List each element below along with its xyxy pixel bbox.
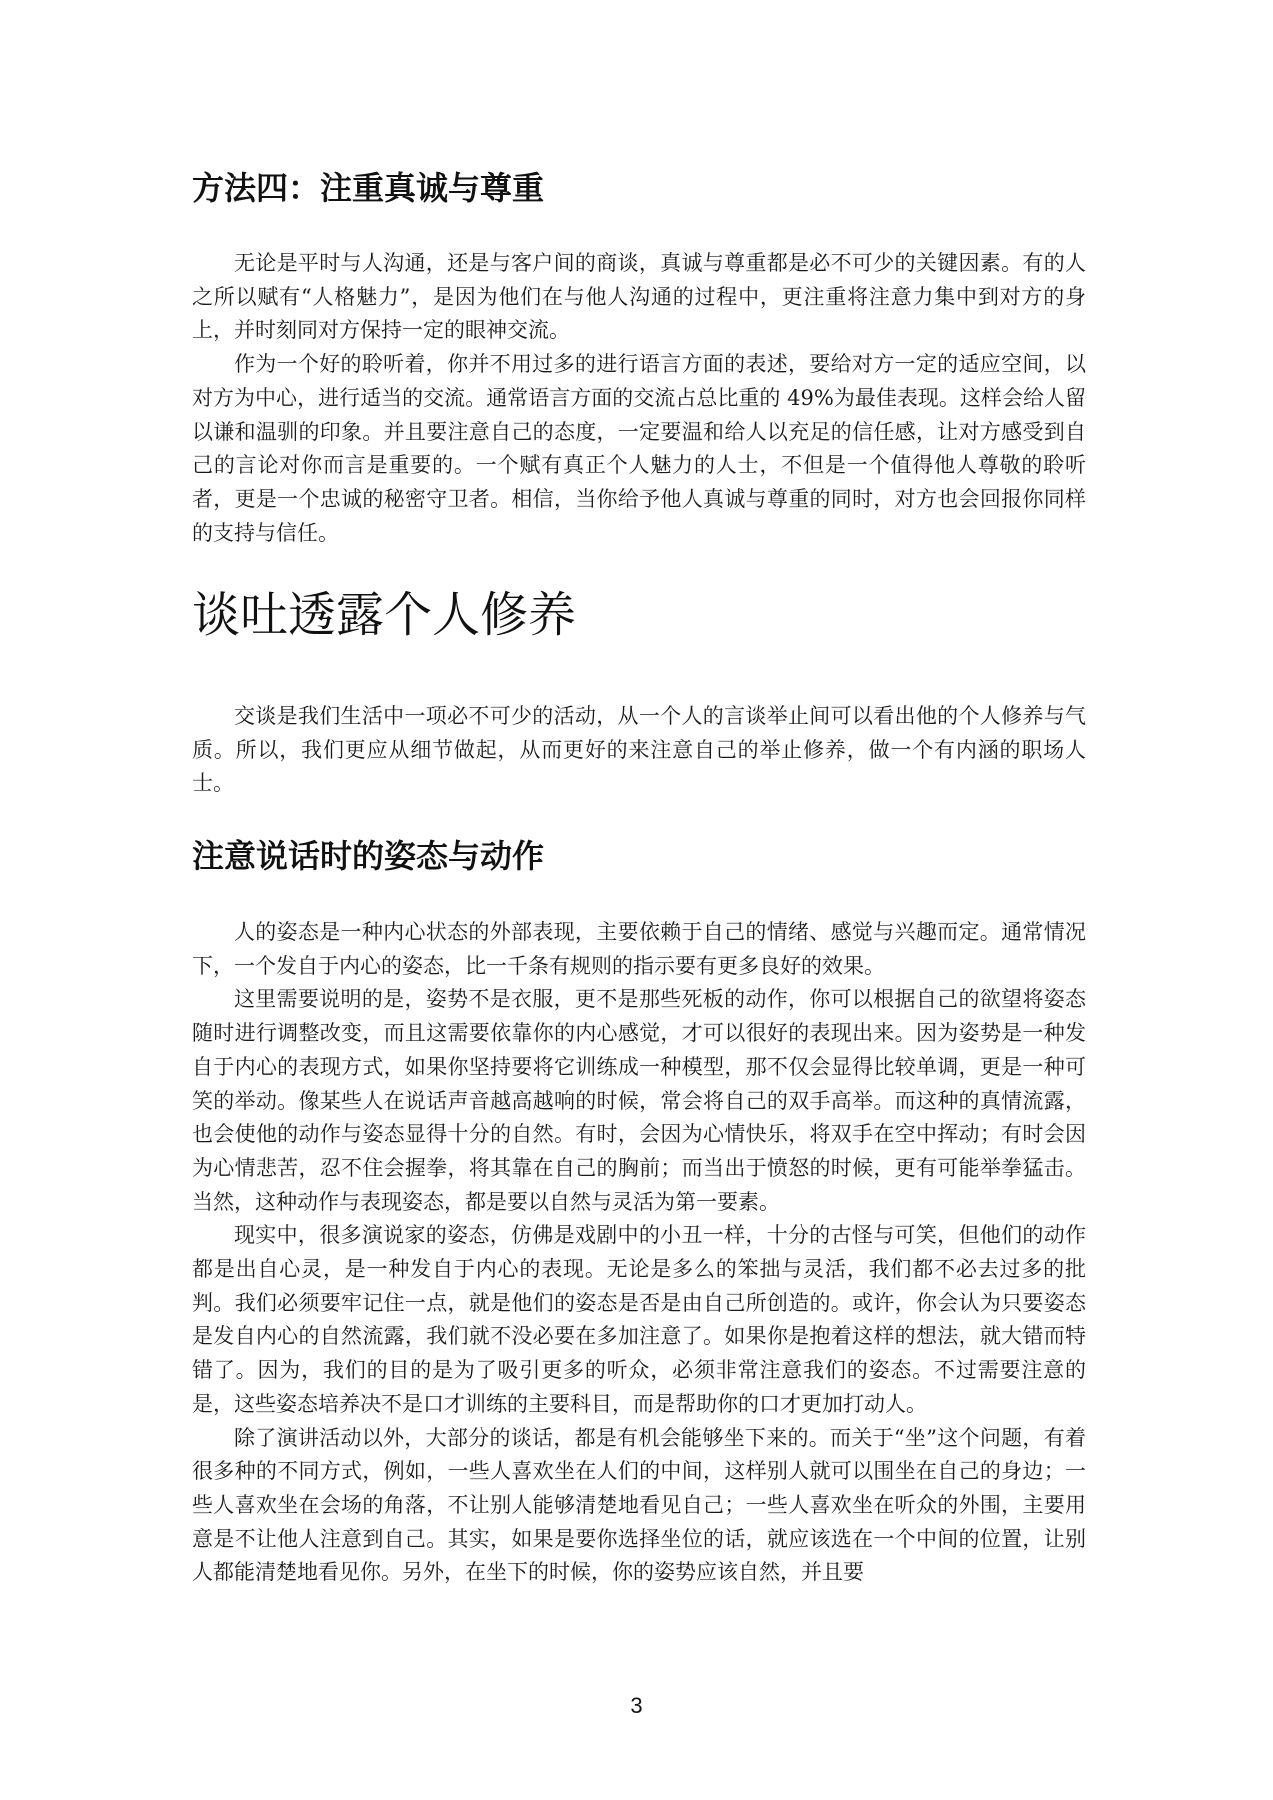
paragraph: 除了演讲活动以外，大部分的谈话，都是有机会能够坐下来的。而关于“坐”这个问题，有着很多种的不同方式，例如，一些人喜欢坐在人们的中间，这样别人就可以围坐在自己的身边；一些人喜欢坐在会场的角落，不让别人能够清楚地看见自己；一些人喜欢坐在听众的外围，主要用意是不让他人注意到自己。其实，如果是要你选择坐位的话，就应该选在一个中间的位置，让别人都能清楚地看见你。另外，在坐下的时候，你的姿势应该自然，并且要	[192, 1425, 1086, 1585]
section-heading-posture: 注意说话时的姿态与动作	[192, 837, 545, 875]
section-heading-method-four: 方法四：注重真诚与尊重	[192, 169, 545, 207]
paragraph: 现实中，很多演说家的姿态，仿佛是戏剧中的小丑一样，十分的古怪与可笑，但他们的动作都是出自心灵，是一种发自于内心的表现。无论是多么的笨拙与灵活，我们都不必去过多的批判。我们必须要牢记住一点，就是他们的姿态是否是由自己所创造的。或许，你会认为只要姿态是发自内心的自然流露，我们就不没必要在多加注意了。如果你是抱着这样的想法，就大错而特错了。因为，我们的目的是为了吸引更多的听众，必须非常注意我们的姿态。不过需要注意的是，这些姿态培养决不是口才训练的主要科目，而是帮助你的口才更加打动人。	[192, 1223, 1086, 1416]
posture-body	[192, 916, 1086, 1590]
chapter-heading: 谈吐透露个人修养	[192, 587, 577, 643]
paragraph: 无论是平时与人沟通，还是与客户间的商谈，真诚与尊重都是必不可少的关键因素。有的人之所以赋有“人格魅力”，是因为他们在与他人沟通的过程中，更注重将注意力集中到对方的身上，并时刻同对方保持一定的眼神交流。	[192, 251, 1086, 343]
page-number: 3	[630, 1693, 643, 1718]
paragraph: 作为一个好的聆听着，你并不用过多的进行语言方面的表述，要给对方一定的适应空间，以对方为中心，进行适当的交流。通常语言方面的交流占总比重的 49%为最佳表现。这样会给人留以谦和温驯的印象。并且要注意自己的态度，一定要温和给人以充足的信任感，让对方感受到自己的言论对你而言是重要的。一个赋有真正个人魅力的人士，不但是一个值得他人尊敬的聆听者，更是一个忠诚的秘密守卫者。相信，当你给予他人真诚与尊重的同时，对方也会回报你同样的支持与信任。	[192, 352, 1086, 545]
chapter-intro-body	[192, 700, 1086, 801]
method-four-body	[192, 247, 1086, 550]
paragraph: 人的姿态是一种内心状态的外部表现，主要依赖于自己的情绪、感觉与兴趣而定。通常情况下，一个发自于内心的姿态，比一千条有规则的指示要有更多良好的效果。	[192, 920, 1086, 978]
paragraph: 交谈是我们生活中一项必不可少的活动，从一个人的言谈举止间可以看出他的个人修养与气质。所以，我们更应从细节做起，从而更好的来注意自己的举止修养，做一个有内涵的职场人士。	[192, 704, 1086, 796]
paragraph: 这里需要说明的是，姿势不是衣服，更不是那些死板的动作，你可以根据自己的欲望将姿态随时进行调整改变，而且这需要依靠你的内心感觉，才可以很好的表现出来。因为姿势是一种发自于内心的表现方式，如果你坚持要将它训练成一种模型，那不仅会显得比较单调，更是一种可笑的举动。像某些人在说话声音越高越响的时候，常会将自己的双手高举。而这种的真情流露，也会使他的动作与姿态显得十分的自然。有时，会因为心情快乐，将双手在空中挥动；有时会因为心情悲苦，忍不住会握拳，将其靠在自己的胸前；而当出于愤怒的时候，更有可能举拳猛击。当然，这种动作与表现姿态，都是要以自然与灵活为第一要素。	[192, 987, 1086, 1214]
